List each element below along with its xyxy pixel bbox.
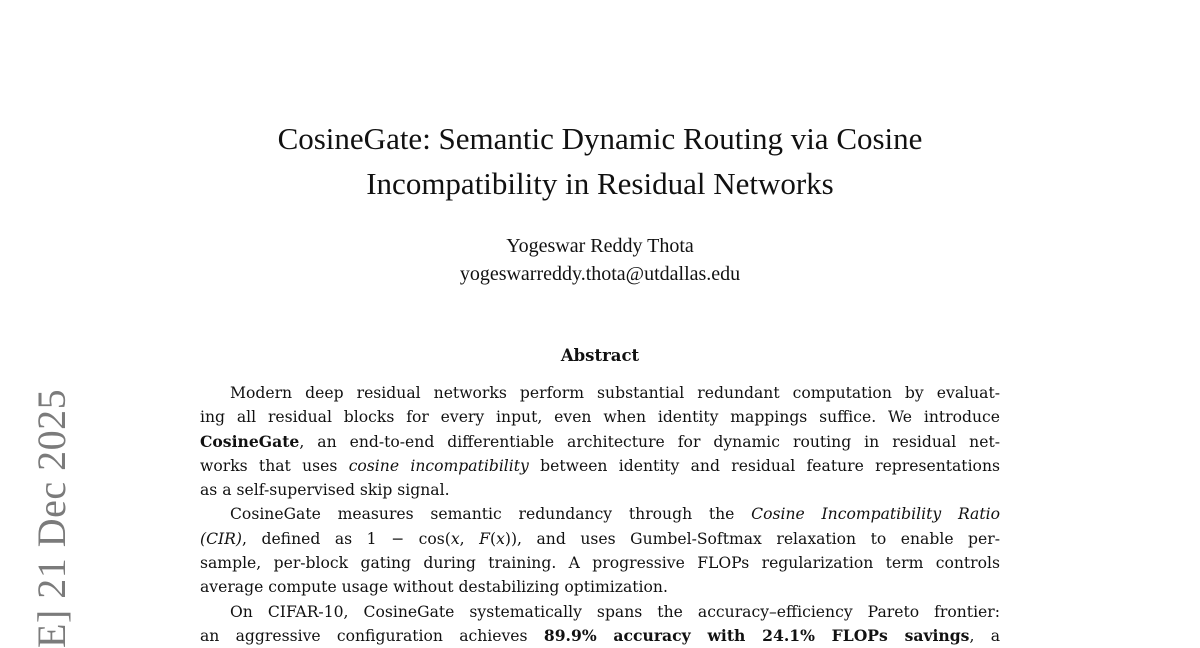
abstract-p1-line-2: ing all residual blocks for every input, even when identity mappings suffice. We introduce bbox=[200, 408, 1000, 427]
abstract-heading: Abstract bbox=[560, 346, 640, 365]
math-var: F bbox=[479, 529, 490, 548]
author-email: yogeswarreddy.thota@utdallas.edu bbox=[459, 263, 741, 285]
abstract-text: , defined as 1 − cos( bbox=[242, 529, 451, 548]
abstract-p3-line-1: On CIFAR-10, CosineGate systematically spans the accuracy–efficiency Pareto frontier: bbox=[230, 602, 1000, 621]
author-name: Yogeswar Reddy Thota bbox=[506, 235, 694, 257]
abstract-p2-line-3: sample, per-block gating during training. A progressive FLOPs regularization term controls bbox=[200, 554, 1000, 573]
abstract-text: CosineGate measures semantic redundancy through the bbox=[230, 505, 752, 524]
cosinegate-bold: CosineGate bbox=[200, 431, 300, 451]
abstract-text: ( bbox=[489, 529, 497, 548]
author-block bbox=[200, 232, 1000, 288]
abstract-text: , an end-to-end differentiable architecture for dynamic routing in residual net- bbox=[299, 432, 1000, 451]
cir-term-italic: Cosine Incompatibility Ratio bbox=[751, 505, 1000, 524]
abstract-text: between identity and residual feature representations bbox=[528, 456, 1000, 475]
math-var: x bbox=[450, 529, 460, 548]
abstract-text: , a bbox=[969, 626, 1000, 645]
abstract-p1-line-5: as a self-supervised skip signal. bbox=[200, 481, 450, 500]
abstract-p3-line-2 bbox=[200, 624, 1000, 648]
arxiv-side-stamp: E] 21 Dec 2025 bbox=[29, 388, 74, 648]
abstract-text: works that uses bbox=[200, 456, 349, 475]
results-bold: 89.9% accuracy with 24.1% FLOPs savings bbox=[543, 625, 970, 645]
cosine-incompatibility-italic: cosine incompatibility bbox=[348, 456, 529, 475]
abstract-text: )), and uses Gumbel-Softmax relaxation to enable per- bbox=[504, 529, 1000, 548]
title-line-2: Incompatibility in Residual Networks bbox=[366, 166, 834, 201]
abstract-text: , bbox=[459, 529, 480, 548]
cir-abbrev-italic: (CIR) bbox=[200, 529, 242, 548]
abstract-p1-line-1: Modern deep residual networks perform substantial redundant computation by evaluat- bbox=[230, 384, 1000, 402]
abstract-p2-line-1 bbox=[200, 502, 1000, 526]
abstract-p2-line-2 bbox=[200, 527, 1000, 551]
paper-title bbox=[200, 116, 1000, 206]
math-var: x bbox=[496, 529, 505, 548]
title-line-1: CosineGate: Semantic Dynamic Routing via Cosine bbox=[277, 121, 923, 156]
abstract-body bbox=[200, 381, 1000, 648]
abstract-text: an aggressive configuration achieves bbox=[200, 626, 544, 645]
abstract-p1-line-3 bbox=[200, 430, 1000, 454]
abstract-p1-line-4 bbox=[200, 454, 1000, 478]
abstract-p2-line-4: average compute usage without destabilizing optimization. bbox=[200, 578, 668, 597]
